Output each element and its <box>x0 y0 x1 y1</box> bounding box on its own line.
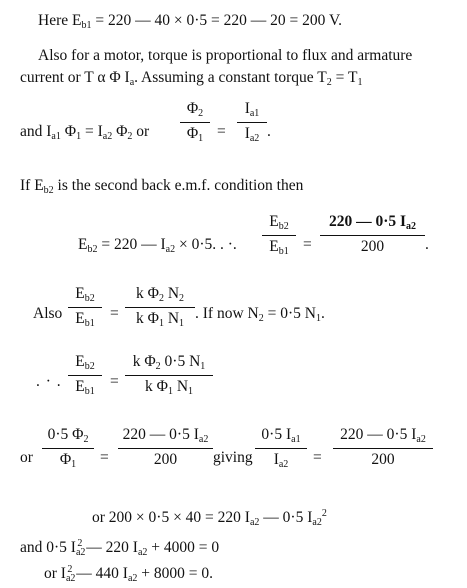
label-or: or <box>20 449 33 466</box>
fraction-emf-expression-3: 220 — 0·5 $I_{a2}$ 200 <box>333 427 433 468</box>
fraction-emf-expression: 220 — 0·5 $I_{a2}$ 200 <box>320 214 425 255</box>
fraction-current-ratio: $I_{a1}$ $I_{a2}$ <box>237 101 267 144</box>
therefore-symbol: . · . <box>36 373 62 390</box>
fraction-emf-ratio-3: $E_{b2}$ $E_{b1}$ <box>68 354 102 397</box>
fraction-current-half: 0·5 $I_{a1}$ $I_{a2}$ <box>255 427 307 470</box>
equation-quadratic-1: and 0·5 $I_{a2}^2$ — 220 $I_{a2} + 4000 = 0$ <box>20 538 220 558</box>
paragraph-torque-line2: current or T α Φ $I_a$. Assuming a constant torque $T_2 = T_1$ <box>20 69 363 88</box>
label-also: Also <box>33 305 63 322</box>
paragraph-second-emf: If $E_{b2}$ is the second back e.m.f. condition then <box>20 177 304 196</box>
equation-flux-current: and $I_{a1}$ $\Phi_1 = I_{a2}$ $\Phi_2$ or <box>20 123 150 142</box>
fraction-emf-ratio-2: $E_{b2}$ $E_{b1}$ <box>68 286 102 329</box>
paragraph-torque-line1: Also for a motor, torque is proportional to flux and armature <box>38 47 413 64</box>
fraction-flux-half-speed: k $\Phi_2$ 0·5 $N_1$ k $\Phi_1$ $N_1$ <box>125 354 213 397</box>
fraction-half-flux: 0·5 $\Phi_2$ $\Phi_1$ <box>42 427 94 470</box>
fraction-flux-speed: k $\Phi_2$ $N_2$ k $\Phi_1$ $N_1$ <box>125 286 195 329</box>
equation-eb1: Here $E_{b1} = 220$ — 40 × 0·5 = 220 — 20 = 200 V. <box>38 12 343 31</box>
equation-quadratic-2: or $I_{a2}^2$ — 440 $I_{a2} + 8000 = 0$. <box>44 564 214 584</box>
fraction-emf-expression-2: 220 — 0·5 $I_{a2}$ 200 <box>118 427 213 468</box>
condition-speed-halved: . If now $N_2 = 0\cdot 5$ $N_1$. <box>195 305 325 324</box>
fraction-flux-ratio: $\Phi_2$ $\Phi_1$ <box>180 101 210 144</box>
equation-eb2: $E_{b2} = 220$ — $I_{a2} \times 0\cdot 5$. . ·. <box>78 236 237 255</box>
label-giving: giving <box>213 449 253 466</box>
equation-expanded: or 200 × 0·5 × 40 = 220 $I_{a2}$ — 0·5 $I_{a2}^2$ <box>92 508 327 528</box>
fraction-emf-ratio: $E_{b2}$ $E_{b1}$ <box>262 214 296 257</box>
